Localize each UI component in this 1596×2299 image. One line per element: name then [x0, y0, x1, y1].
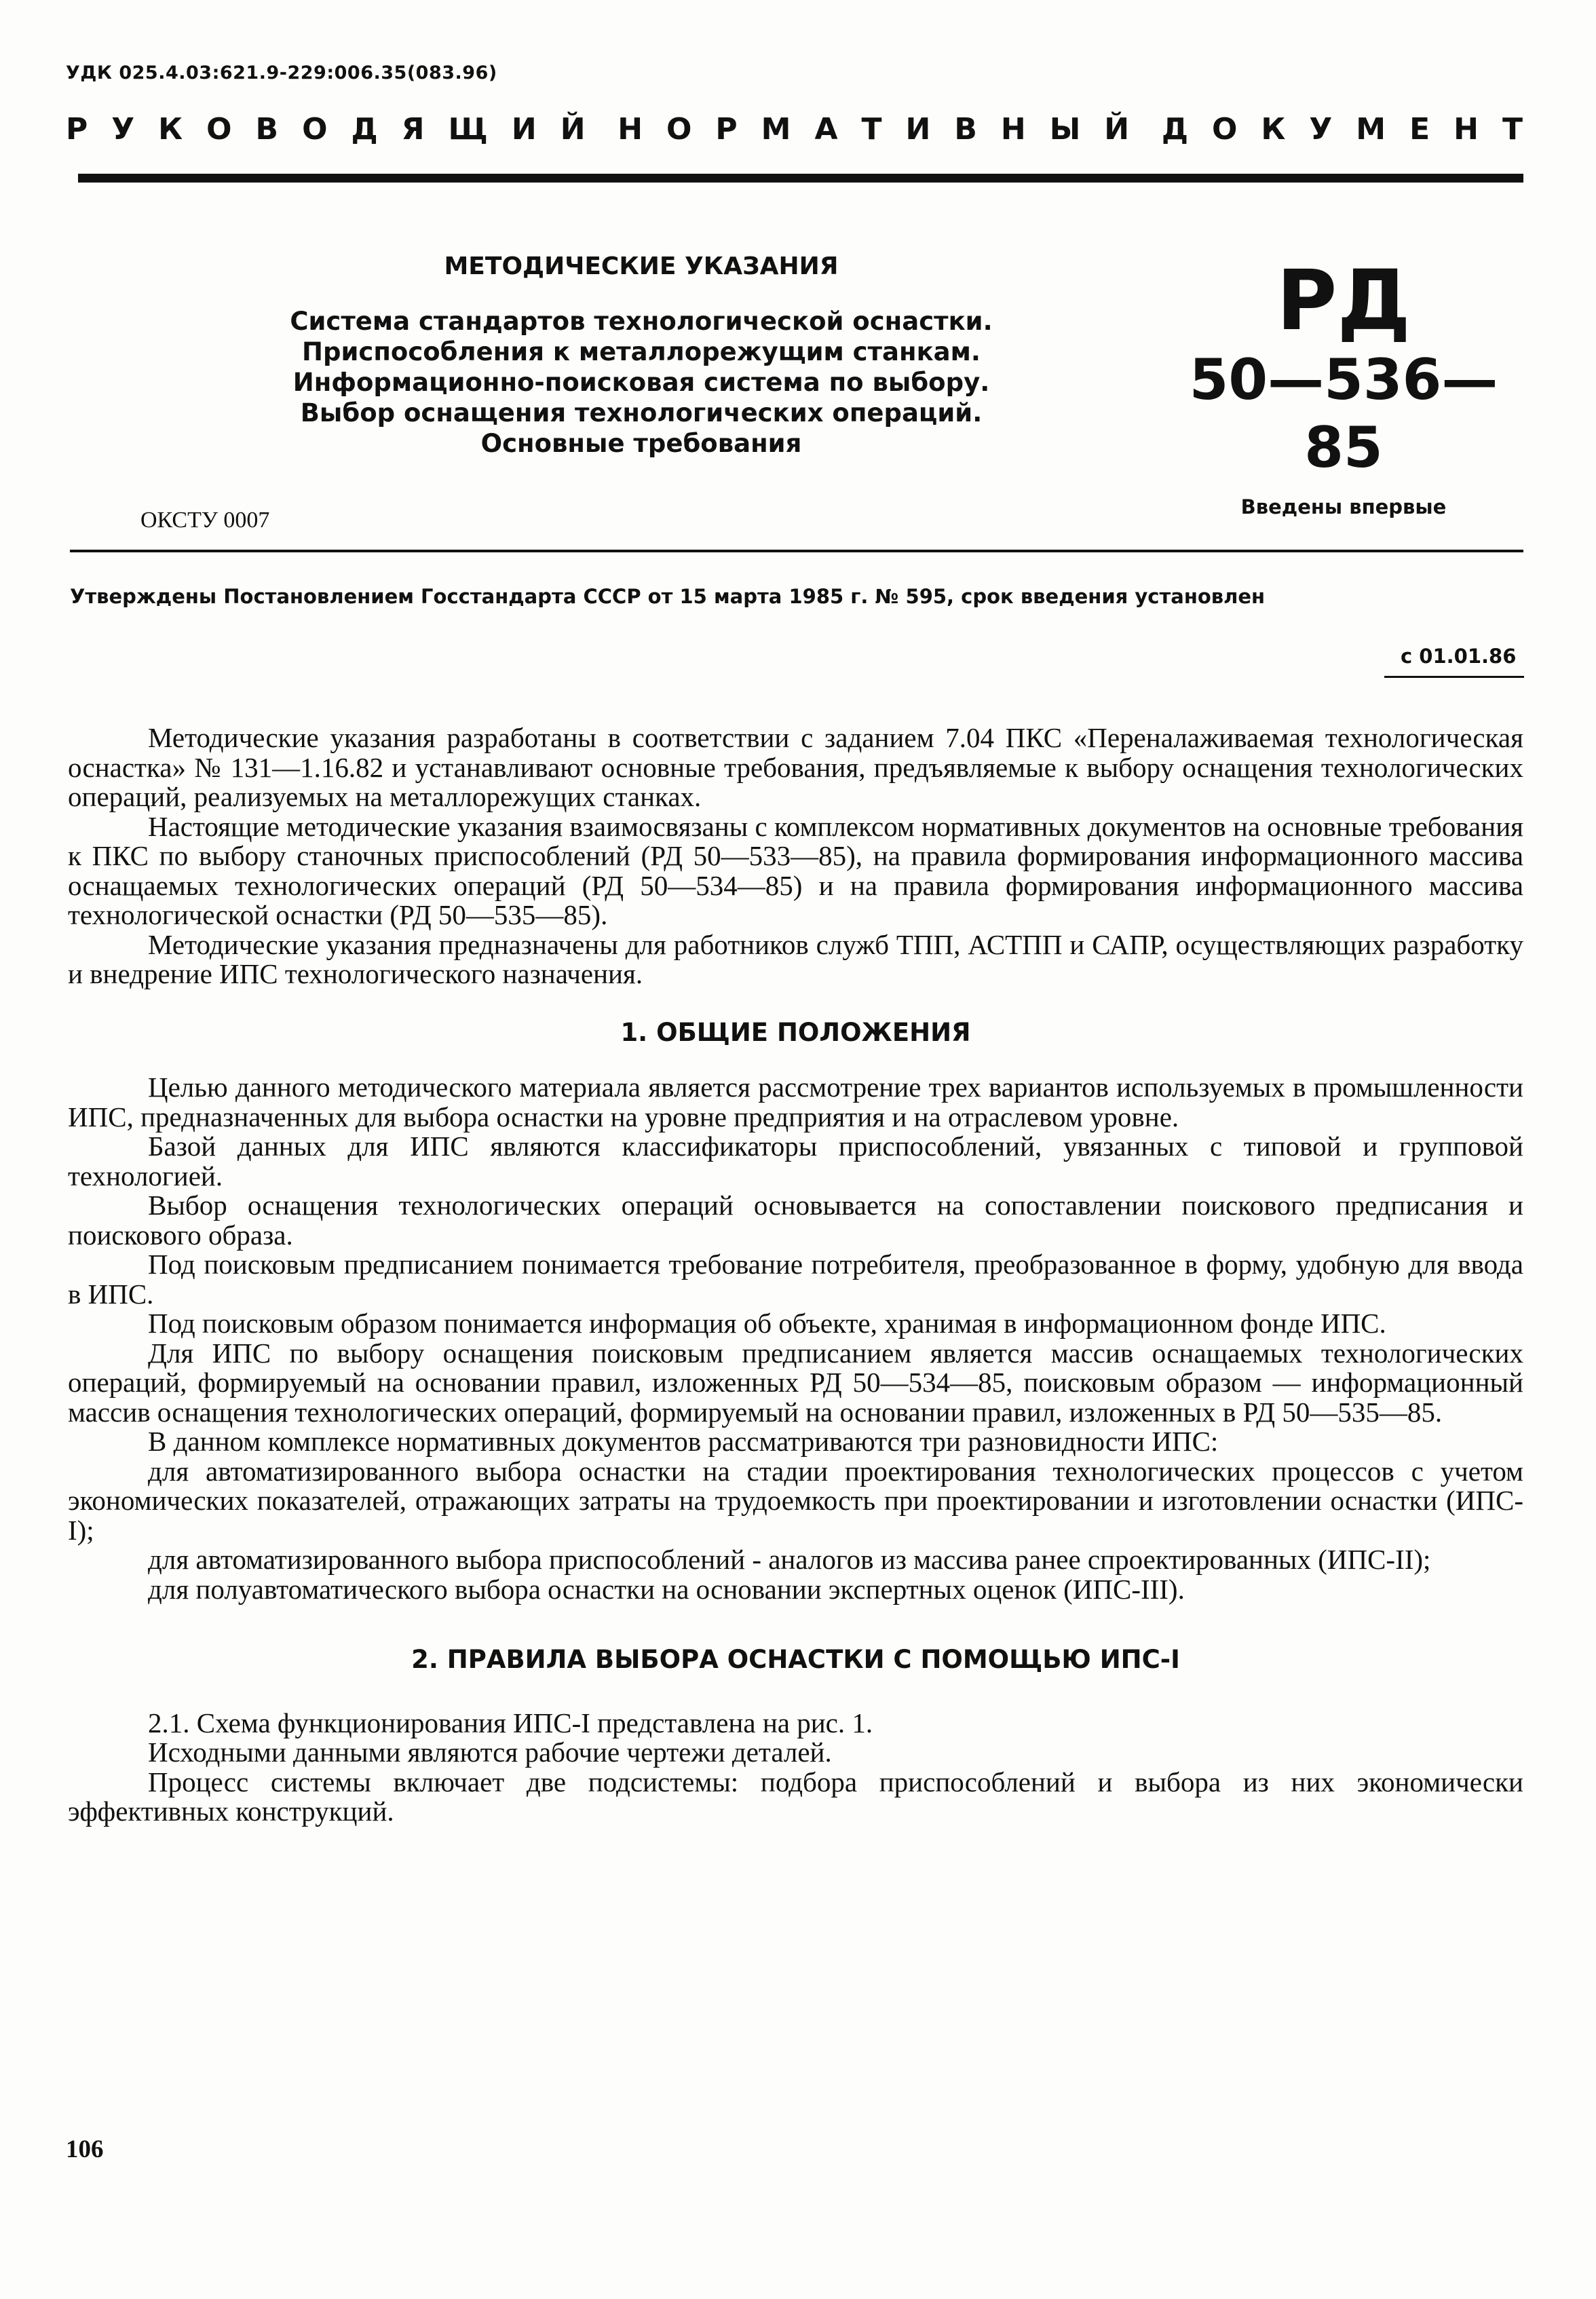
section-1-paragraph: Под поисковым предписанием понимается требование потребителя, преобразованное в форму, удобную для ввода в ИПС.: [68, 1249, 1523, 1310]
page-number: 106: [66, 2135, 104, 2163]
section-2-paragraph: 2.1. Схема функционирования ИПС-I представлена на рис. 1.: [148, 1707, 873, 1738]
banner-word-1: РУКОВОДЯЩИЙ: [66, 112, 609, 147]
approval-underline: [1384, 676, 1524, 678]
approval-date: с 01.01.86: [1401, 645, 1517, 668]
rd-status: Введены впервые: [1240, 495, 1447, 518]
subject-line-5: Основные требования: [480, 429, 802, 458]
section-1-paragraph: Целью данного методического материала является рассмотрение трех вариантов используемых в промышленности ИПС, предназначенных для выбора оснастки на уровне предприятия и на отраслевом уровне.: [68, 1071, 1523, 1133]
section-1-list-item: для автоматизированного выбора оснастки на стадии проектирования технологических процессов с учетом экономических показателей, отражающих затраты на трудоемкость при проектировании и изготовлении оснастки (ИПС-I);: [68, 1455, 1523, 1546]
section-2-paragraph: Исходными данными являются рабочие чертежи деталей.: [148, 1736, 832, 1768]
section-2-heading: 2. ПРАВИЛА ВЫБОРА ОСНАСТКИ С ПОМОЩЬЮ ИПС-I: [411, 1645, 1180, 1674]
title-block: [244, 252, 1038, 459]
rd-label: РД: [1276, 252, 1411, 349]
section-1-list-item: для полуавтоматического выбора оснастки на основании экспертных оценок (ИПС-III).: [148, 1573, 1185, 1605]
intro-paragraph-3: Методические указания предназначены для работников служб ТПП, АСТПП и САПР, осуществляющих разработку и внедрение ИПС технологического назначения.: [68, 928, 1523, 989]
subject-line-1: Система стандартов технологической оснастки.: [290, 307, 993, 336]
rd-number: 50—536—85: [1189, 347, 1498, 480]
intro-paragraph-2: Настоящие методические указания взаимосвязаны с комплексом нормативных документов на основные требования к ПКС по выбору станочных приспособлений (РД 50—533—85), на правила формирования информационного массива оснащаемых технологических операций (РД 50—534—85) и на правила формирования информационного массива технологической оснастки (РД 50—535—85).: [68, 810, 1523, 930]
header-divider: [78, 174, 1523, 183]
doc-type: МЕТОДИЧЕСКИЕ УКАЗАНИЯ: [444, 252, 839, 280]
approval-line: Утверждены Постановлением Госстандарта СССР от 15 марта 1985 г. № 595, срок введения установлен: [70, 585, 1266, 608]
section-1-paragraph: Выбор оснащения технологических операций основывается на сопоставлении поискового предписания и поискового образа.: [68, 1190, 1523, 1251]
document-body: [68, 723, 1523, 1827]
section-1-heading: 1. ОБЩИЕ ПОЛОЖЕНИЯ: [620, 1017, 971, 1047]
section-1-list-item: для автоматизированного выбора приспособлений - аналогов из массива ранее спроектированных (ИПС-II);: [148, 1544, 1431, 1575]
subject-line-2: Приспособления к металлорежущим станкам.: [302, 337, 981, 366]
section-2-paragraph: Процесс системы включает две подсистемы: подбора приспособлений и выбора из них экономически эффективных конструкций.: [68, 1766, 1523, 1827]
title-divider: [70, 550, 1523, 552]
rd-designation: [1154, 252, 1534, 518]
section-1-paragraph: Под поисковым образом понимается информация об объекте, хранимая в информационном фонде ИПС.: [148, 1308, 1386, 1339]
subject-line-3: Информационно-поисковая система по выбору.: [292, 368, 990, 397]
document-banner: [66, 112, 1546, 147]
section-1-paragraph: Для ИПС по выбору оснащения поисковым предписанием является массив оснащаемых технологических операций, формируемый на основании правил, изложенных РД 50—534—85, поисковым образом — информационный массив оснащения технологических операций, формируемый на основании правил, изложенных в РД 50—535—85.: [68, 1337, 1523, 1428]
section-1-paragraph: В данном комплексе нормативных документов рассматриваются три разновидности ИПС:: [148, 1426, 1219, 1457]
intro-paragraph-1: Методические указания разработаны в соответствии с заданием 7.04 ПКС «Переналаживаемая технологическая оснастка» № 131—1.16.82 и устанавливают основные требования, предъявляемые к выбору оснащения технологических операций, реализуемых на металлорежущих станках.: [68, 722, 1523, 812]
banner-word-3: ДОКУМЕНТ: [1161, 112, 1546, 147]
section-1-paragraph: Базой данных для ИПС являются классификаторы приспособлений, увязанных с типовой и групповой технологией.: [68, 1130, 1523, 1192]
okstu-code: ОКСТУ 0007: [140, 508, 270, 533]
banner-word-2: НОРМАТИВНЫЙ: [618, 112, 1154, 147]
udk-code: УДК 025.4.03:621.9-229:006.35(083.96): [66, 62, 497, 83]
subject-line-4: Выбор оснащения технологических операций.: [300, 398, 983, 428]
